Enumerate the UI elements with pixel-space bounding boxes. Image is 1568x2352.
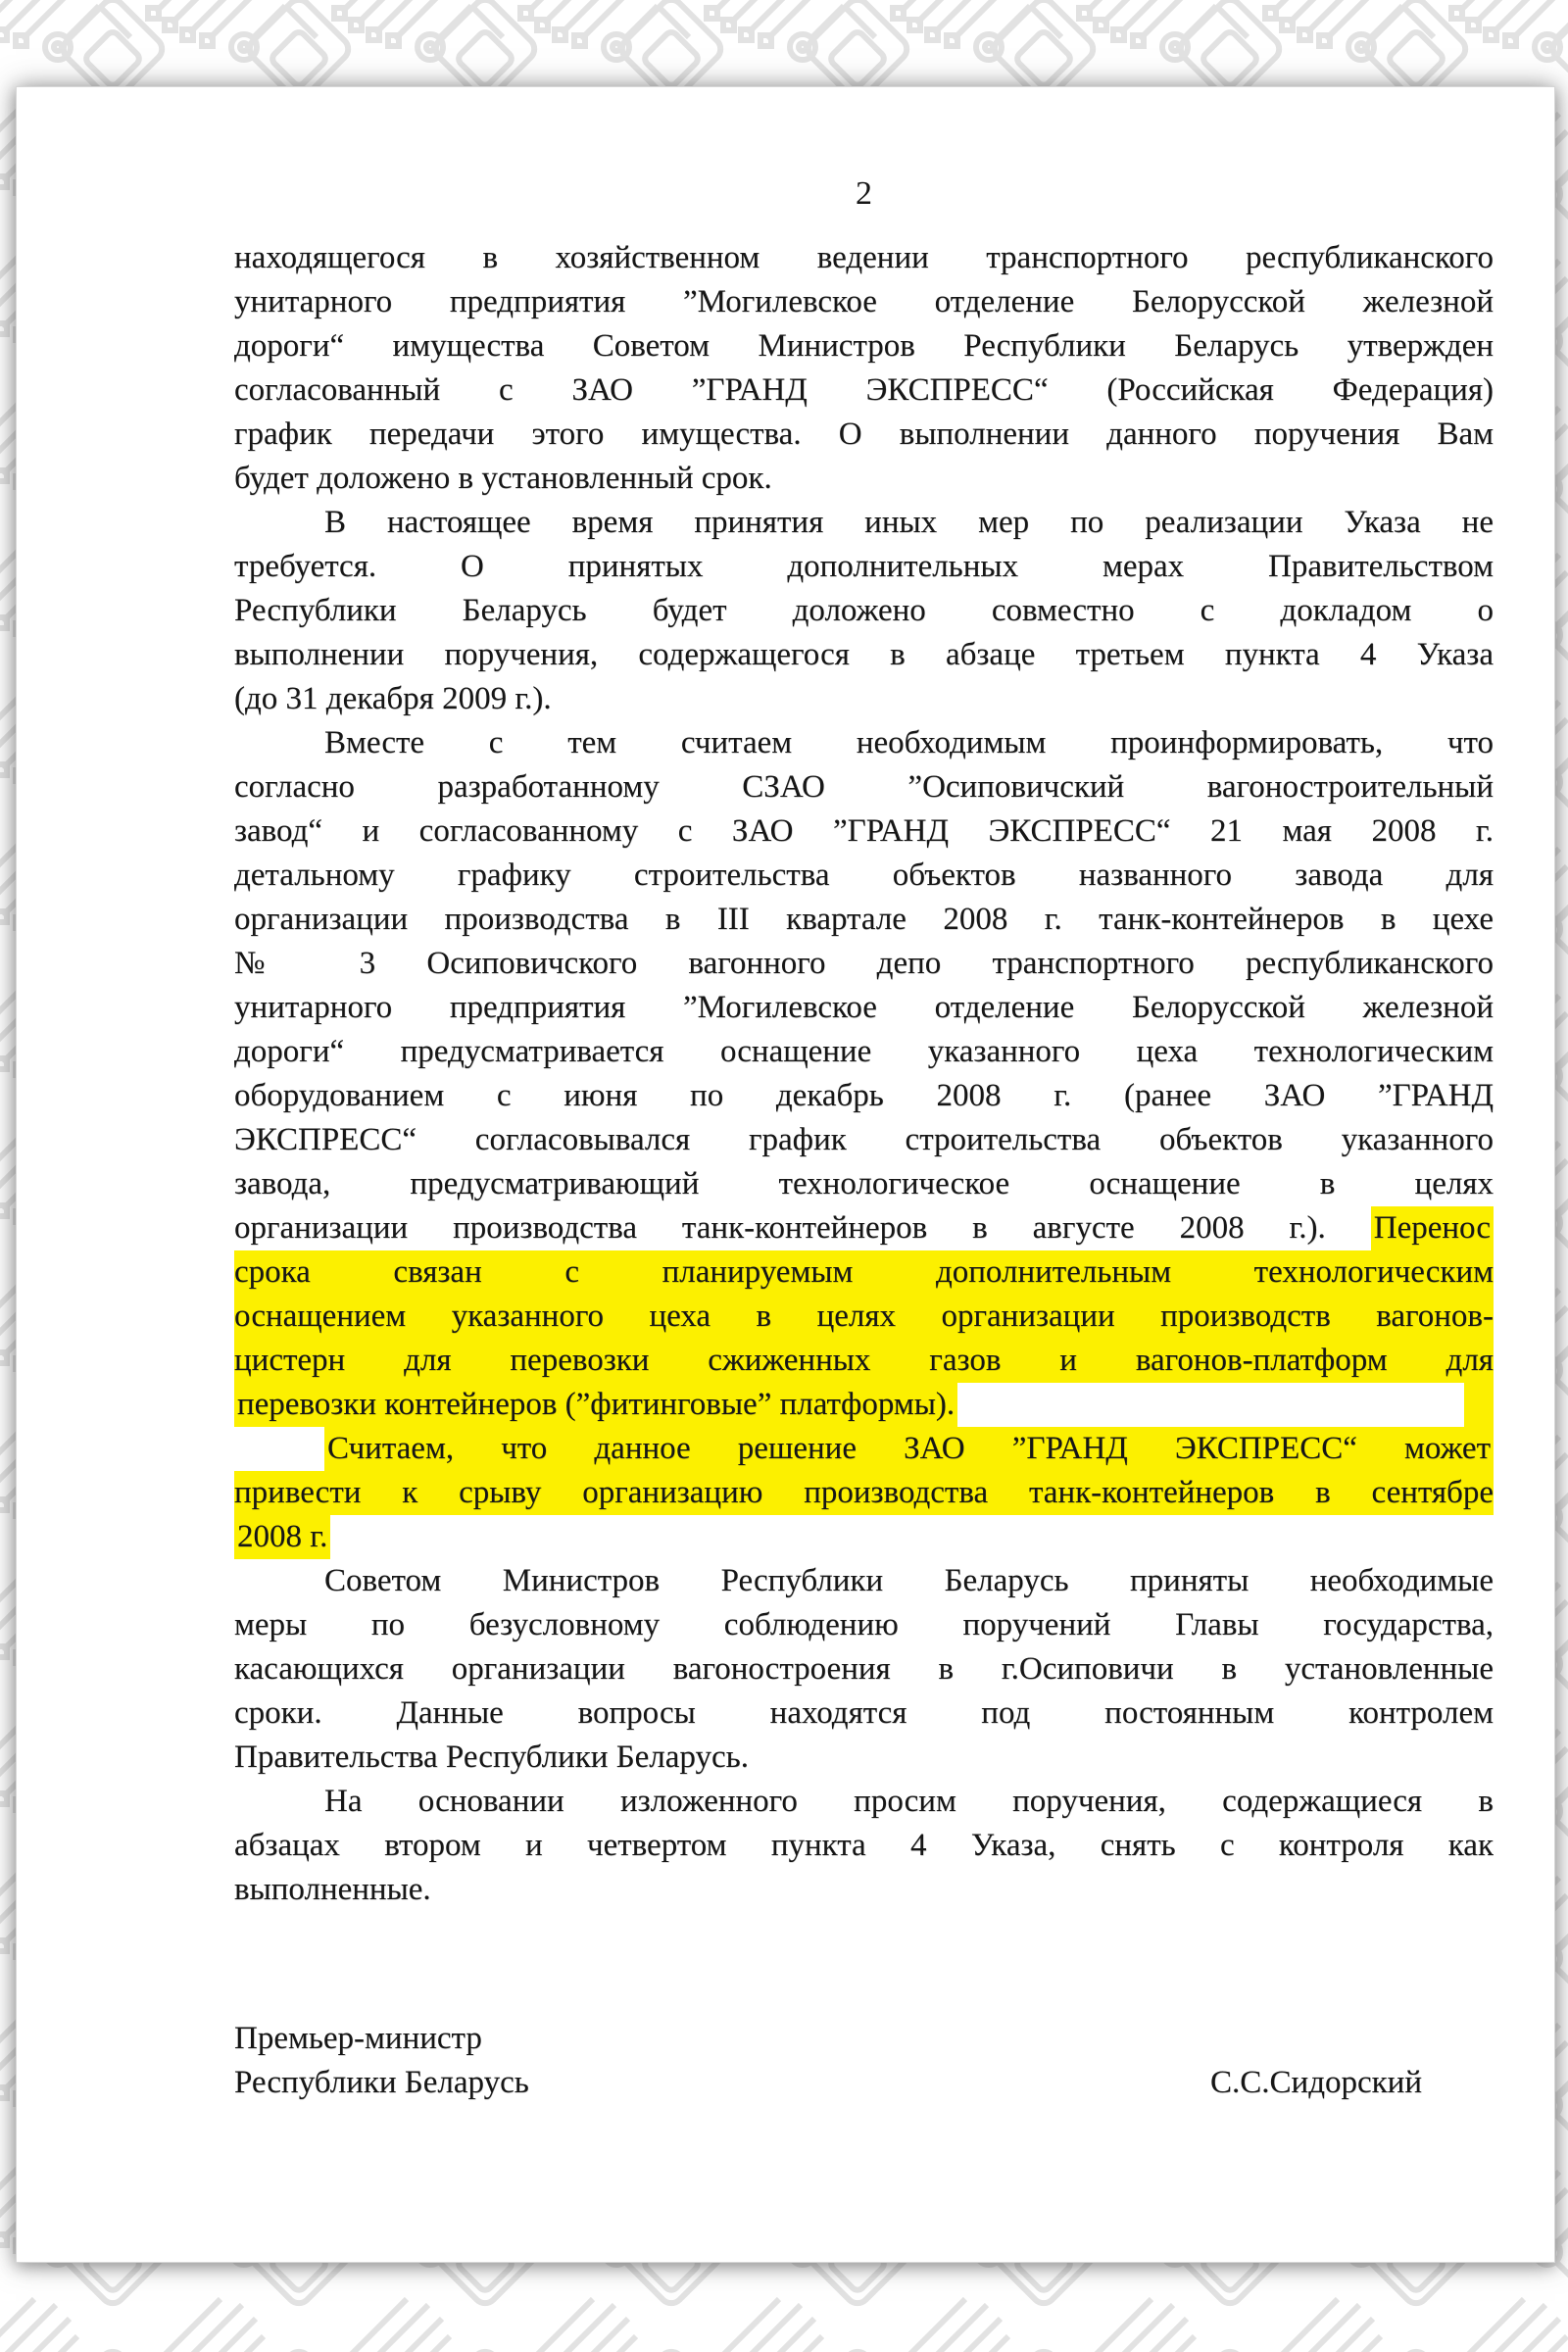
document-line [234, 236, 1494, 280]
document-line [234, 1559, 1494, 1603]
body-text: дороги“ имущества Советом Министров Республики Беларусь утвержден [234, 328, 1494, 364]
signature-position-line2: Республики Беларусь [234, 2065, 529, 2100]
highlight-sliver [1464, 1383, 1494, 1427]
document-line [234, 280, 1494, 324]
body-text: На основании изложенного просим поручения, содержащиеся в [324, 1784, 1494, 1819]
document-line-highlighted [234, 1471, 1494, 1515]
body-text: унитарного предприятия ”Могилевское отделение Белорусской железной [234, 990, 1494, 1025]
body-text: дороги“ предусматривается оснащение указанного цеха технологическим [234, 1034, 1494, 1069]
document-line [234, 677, 1494, 721]
document-line [234, 1603, 1494, 1647]
highlighted-text: 2008 г. [234, 1515, 330, 1559]
highlighted-text: Перенос [1371, 1206, 1494, 1250]
document-line [234, 368, 1494, 413]
body-text: график передачи этого имущества. О выполнении данного поручения Вам [234, 416, 1494, 452]
body-text: абзацах втором и четвертом пункта 4 Указа, снять с контроля как [234, 1828, 1494, 1863]
document-line-highlighted [234, 1427, 1494, 1471]
highlighted-text: Считаем, что данное решение ЗАО ”ГРАНД ЭКСПРЕСС“ может [324, 1427, 1494, 1471]
document-line [234, 324, 1494, 368]
document-line [234, 765, 1494, 809]
highlighted-text: перевозки контейнеров (”фитинговые” платформы). [234, 1383, 957, 1427]
document-line [234, 721, 1494, 765]
document-line [234, 1824, 1494, 1868]
body-text: унитарного предприятия ”Могилевское отделение Белорусской железной [234, 284, 1494, 319]
document-line [234, 1118, 1494, 1162]
document-line [234, 942, 1494, 986]
document-line [234, 413, 1494, 457]
document-line [234, 898, 1494, 942]
body-text: выполнении поручения, содержащегося в абзаце третьем пункта 4 Указа [234, 637, 1494, 672]
body-text: меры по безусловному соблюдению поручений Главы государства, [234, 1607, 1494, 1642]
body-text: оборудованием с июня по декабрь 2008 г. (ранее ЗАО ”ГРАНД [234, 1078, 1494, 1113]
document-line [234, 633, 1494, 677]
body-text: В настоящее время принятия иных мер по реализации Указа не [324, 505, 1494, 540]
document-line [234, 1162, 1494, 1206]
body-text: Правительства Республики Беларусь. [234, 1740, 749, 1775]
document-line [234, 1647, 1494, 1691]
body-text: (до 31 декабря 2009 г.). [234, 681, 552, 716]
document-line [234, 986, 1494, 1030]
body-text: цистерн для перевозки сжиженных газов и вагонов-платформ для [234, 1343, 1494, 1378]
body-text: находящегося в хозяйственном ведении транспортного республиканского [234, 240, 1494, 275]
body-text: сроки. Данные вопросы находятся под постоянным контролем [234, 1695, 1494, 1731]
document-line [234, 1030, 1494, 1074]
document-body-text [234, 236, 1494, 1912]
body-text: ЭКСПРЕСС“ согласовывался график строительства объектов указанного [234, 1122, 1494, 1157]
body-text: Советом Министров Республики Беларусь приняты необходимые [324, 1563, 1494, 1598]
document-line-highlighted [234, 1339, 1494, 1383]
signature-block [234, 2017, 1494, 2107]
document-line [234, 854, 1494, 898]
signature-name: С.С.Сидорский [1210, 2065, 1422, 2100]
document-line [234, 501, 1494, 545]
document-line-highlighted [234, 1206, 1494, 1250]
body-text: касающихся организации вагоностроения в г.Осиповичи в установленные [234, 1651, 1494, 1687]
document-line-highlighted [234, 1515, 1494, 1559]
document-line [234, 1074, 1494, 1118]
page-number: 2 [856, 175, 872, 212]
document-line [234, 457, 1494, 501]
body-text: согласованный с ЗАО ”ГРАНД ЭКСПРЕСС“ (Российская Федерация) [234, 372, 1494, 408]
body-text: срока связан с планируемым дополнительным технологическим [234, 1254, 1494, 1290]
body-text: организации производства в III квартале 2008 г. танк-контейнеров в цехе [234, 902, 1494, 937]
body-text: выполненные. [234, 1872, 431, 1907]
page-sheet [16, 86, 1555, 2263]
document-line [234, 1780, 1494, 1824]
body-text: оснащением указанного цеха в целях организации производств вагонов- [234, 1298, 1494, 1334]
body-text: согласно разработанному СЗАО ”Осиповичский вагоностроительный [234, 769, 1494, 805]
document-line [234, 809, 1494, 854]
document-line [234, 1691, 1494, 1736]
document-line [234, 1736, 1494, 1780]
document-line-highlighted [234, 1250, 1494, 1295]
document-line [234, 545, 1494, 589]
body-text: привести к срыву организацию производства танк-контейнеров в сентябре [234, 1475, 1494, 1510]
body-text: требуется. О принятых дополнительных мерах Правительством [234, 549, 1494, 584]
document-line [234, 1868, 1494, 1912]
document-line-highlighted [234, 1295, 1494, 1339]
body-text: завод“ и согласованному с ЗАО ”ГРАНД ЭКСПРЕСС“ 21 мая 2008 г. [234, 813, 1494, 849]
body-text: Республики Беларусь будет доложено совместно с докладом о [234, 593, 1494, 628]
body-text: будет доложено в установленный срок. [234, 461, 772, 496]
document-line-highlighted [234, 1383, 1494, 1427]
document-line [234, 589, 1494, 633]
body-text: Вместе с тем считаем необходимым проинформировать, что [324, 725, 1494, 760]
body-text: детальному графику строительства объектов названного завода для [234, 858, 1494, 893]
body-text: завода, предусматривающий технологическое оснащение в целях [234, 1166, 1494, 1201]
body-text: организации производства танк-контейнеров в августе 2008 г.). [234, 1210, 1371, 1246]
body-text: № 3 Осиповичского вагонного депо транспортного республиканского [234, 946, 1494, 981]
signature-position-line1: Премьер-министр [234, 2021, 482, 2056]
